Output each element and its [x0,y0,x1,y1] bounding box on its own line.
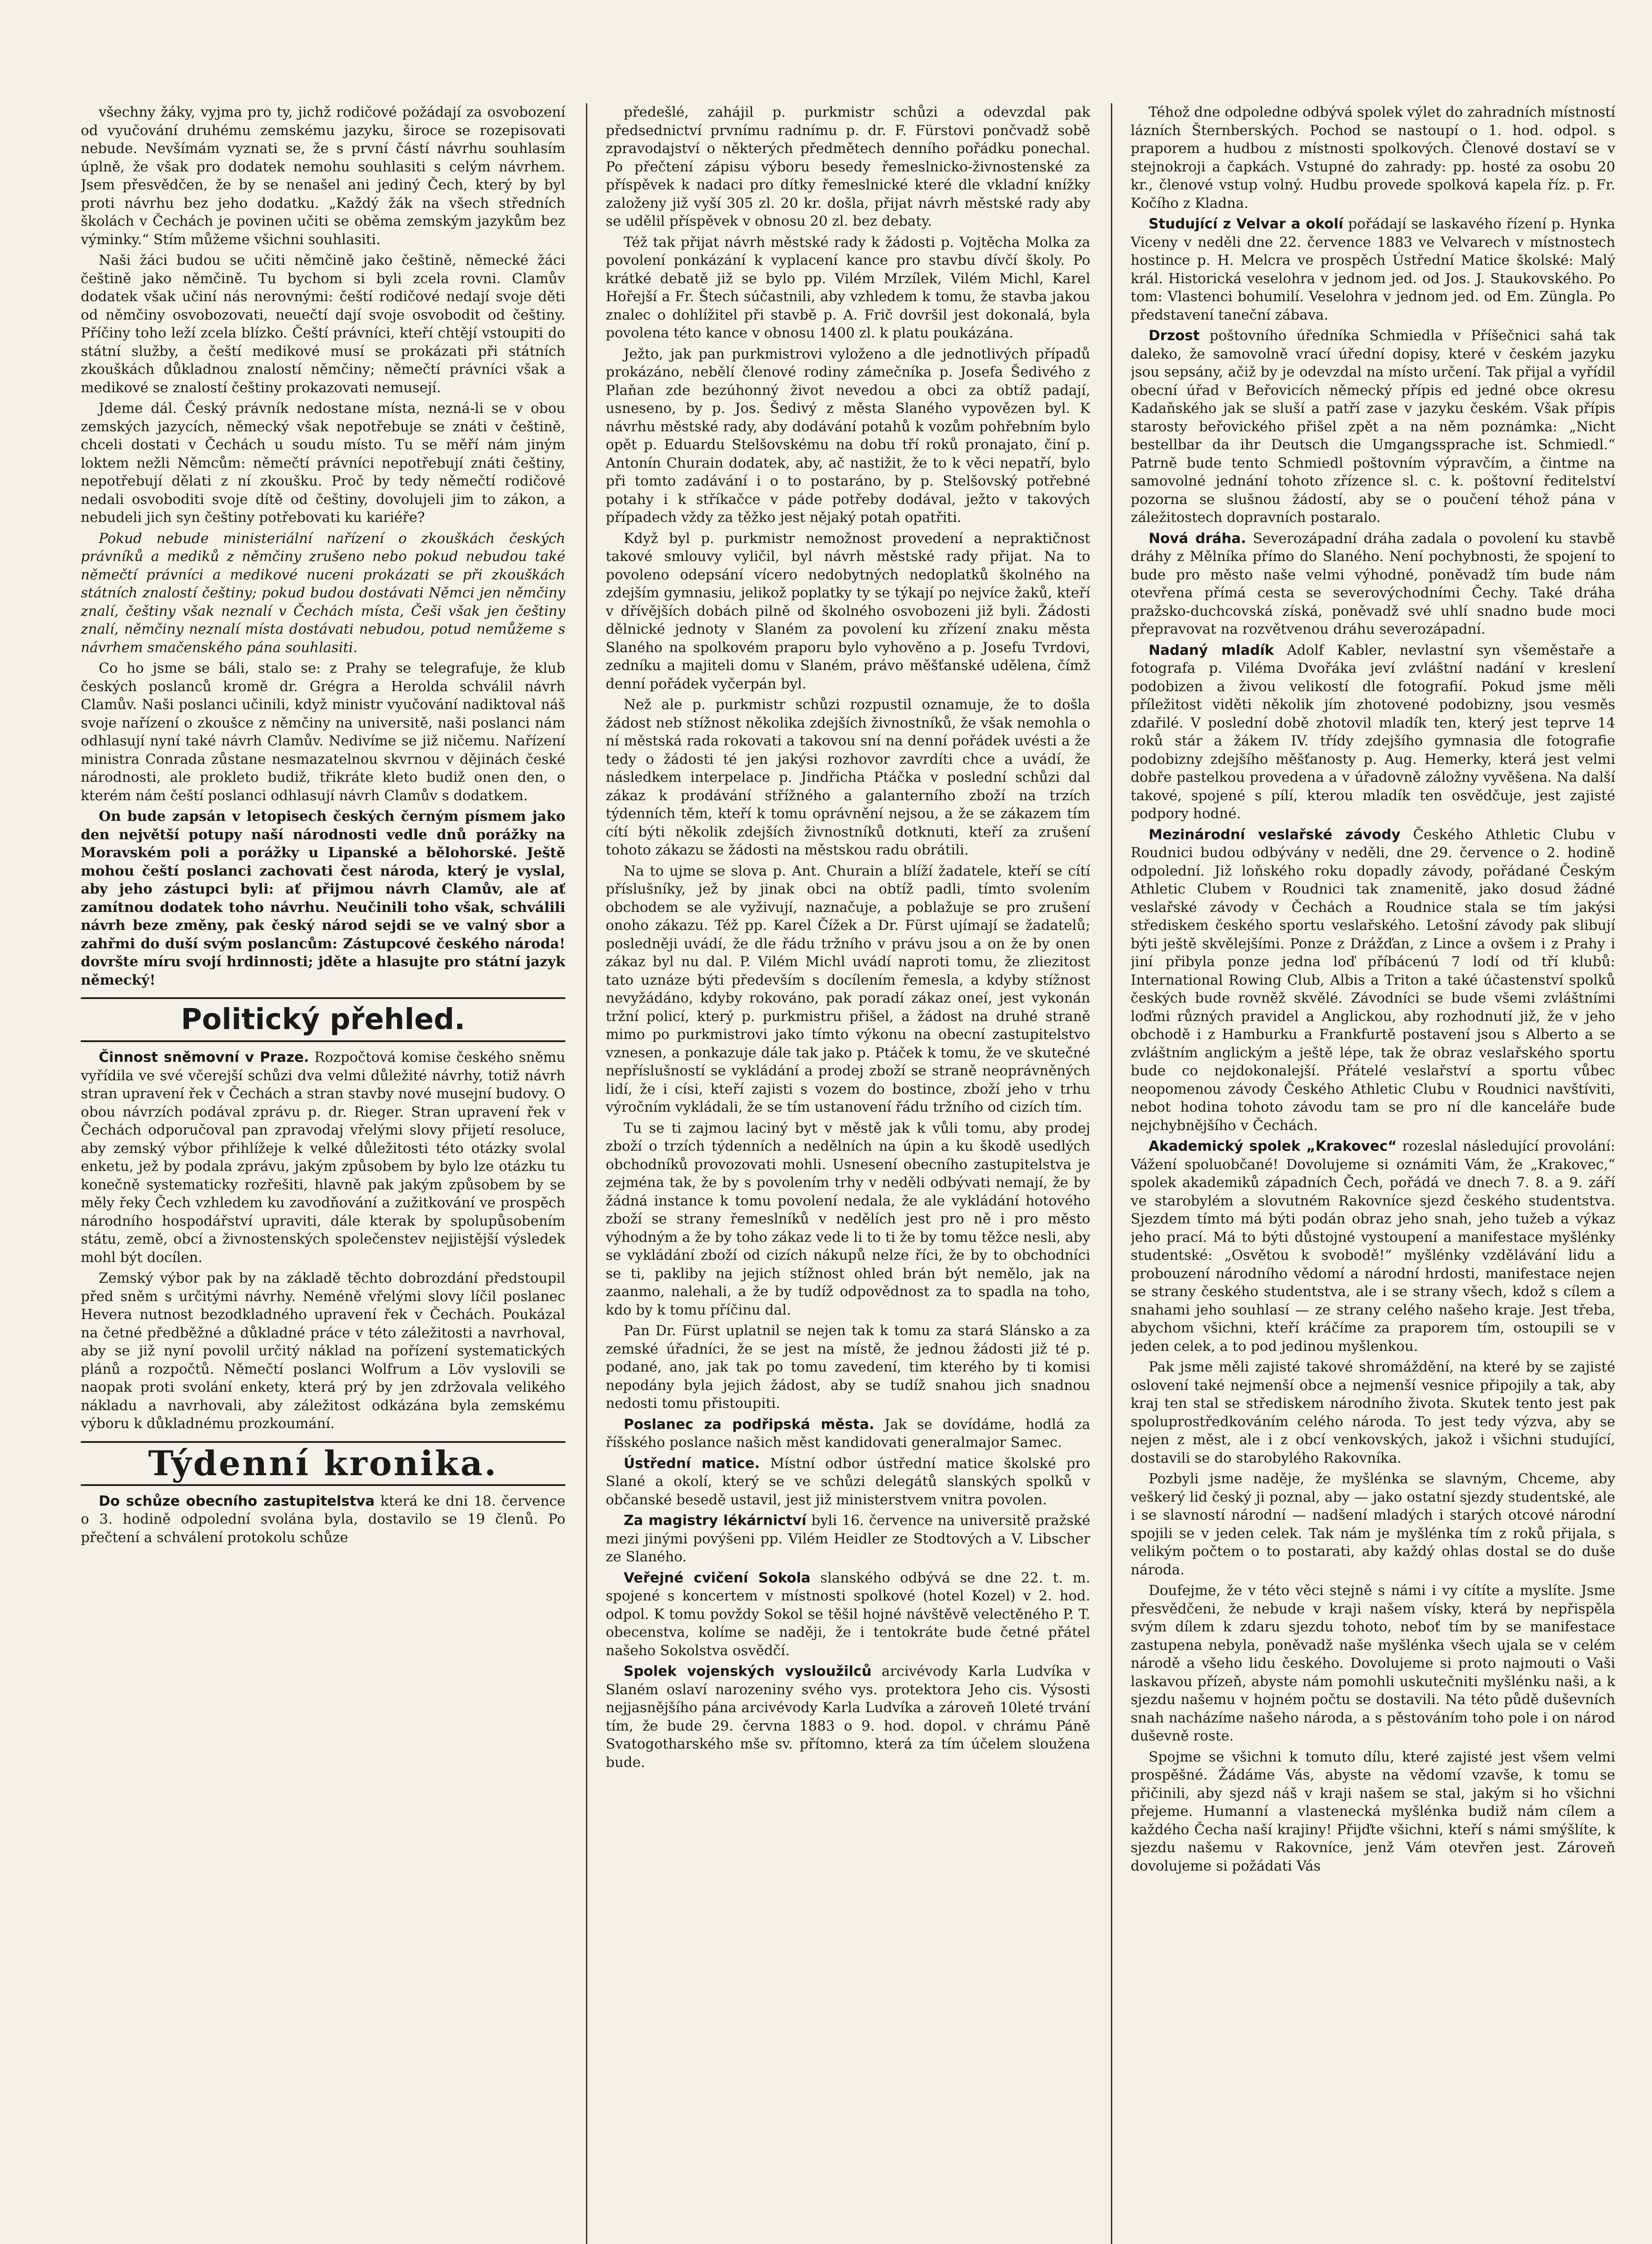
paragraph: Jdeme dál. Český právník nedostane místa, nezná-li se v obou zemských jazycích, německý však nepotřebuje se znáti v češtině, chceli dostati v Čechách u soudu místo. Tu se měří nám jiným loktem nežli Němcům: němečtí právníci nepotřebují znáti češtiny, nepotřebují dělati z ní zkoušku. Proč by tedy němečtí rodičové nedali osvoboditi svoje dítě od češtiny, dovolujeli jim to zákon, a nebudeli jich syn češtiny potřebovati ku kariéře? [81,400,565,526]
article-lead: Za magistry lékárnictví [624,1512,807,1529]
article-lead: Akademický spolek „Krakovec“ [1149,1138,1397,1154]
article-lead: Spolek vojenských vysloužilců [624,1663,872,1679]
paragraph: Tu se ti zajmou laciný byt v městě jak k vůli tomu, aby prodej zboží o trzích týdenních a nedělních na úpin a ku škodě usedlých obchodníků provozovati mohli. Usnesení obecního zastupitelstva je zejména tak, že by s povolením trhy v neděli odbývati nemají, že by žádná instance k tomu povolení nedala, že ale vykládání hotového zboží se strany řemeslníků v nedělích jest pro ně i pro město výhodným a že by toho zákaz vede li to ti že by tomu těžce nesli, aby se vykládání zboží od cizích nákupů nelze říci, že by to obchodníci se ti, pakliby na jejich stížnost ohled brán být nemělo, jak na zaanmo, nalehali, a že by tudíž odpovědnost za to spadla na toho, kdo by k tomu příčinu dal. [606,1120,1090,1318]
paragraph: Pak jsme měli zajisté takové shromáždění, na které by se zajisté oslovení také nejmenší obce a nejmenší vesnice připojily a tak, aby kraj ten stal se střediskem národního života. Skutek tento jest pak spoluprostředkováním celého národa. To jest tedy výzva, aby se nejen z měst, ale i z obcí venkovských, jakož i všichni studující, dostavili se do starobylého Rakovníka. [1131,1359,1615,1466]
article-lead: Poslanec za podřipská města. [624,1416,874,1433]
paragraph: předešlé, zahájil p. purkmistr schůzi a odevzdal pak předsednictví prvnímu radnímu p. dr. F. Fürstovi pončvadž sobě zpravodajství o některých předmětech denního pořádku ponechal. Po přečtení zápisu výboru besedy řemeslnicko-živnostenské za příspěvek k nadaci pro dítky řemeslnické které dle vkladní knížky založeny již vyší 305 zl. 20 kr. došla, přijat návrh městské rady aby se udělil příspěvek v obnosu 20 zl. bez debaty. [606,104,1090,229]
article-body: která ke dni 18. července o 3. hodině odpolední svolána byla, dostavilo se 19 členů. Po přečtení a schválení protokolu schůze [81,1493,565,1546]
section-heading-politicky-prehled: Politický přehled. [81,997,565,1042]
article-lead: Drzost [1149,328,1200,344]
column-1 [81,103,565,2244]
article-body: Jak se dovídáme, hodlá za říšského poslance našich měst kandidovati generalmajor Samec. [606,1416,1090,1451]
article-lead: Nová dráha. [1149,530,1246,547]
paragraph: všechny žáky, vyjma pro ty, jichž rodičové požádají za osvobození od vyučování druhému zemskému jazyku, široce se rozepisovati nebude. Nevšímám vyznati se, že s první částí návrhu souhlasím úplně, že však pro dodatek nemohu souhlasiti s celým návrhem. Jsem přesvědčen, že by se nenašel ani jediný Čech, který by byl proti návrhu bez jeho dodatku. „Každý žák na všech středních školách v Čechách je povinen učiti se oběma zemským jazykům bez výminky.“ Stím můžeme všichni souhlasiti. [81,104,565,248]
article-body: Severozápadní dráha zadala o povolení ku stavbě dráhy z Mělníka přímo do Slaného. Není pochybnosti, že spojení to bude pro město naše velmi výhodné, poněvadž tím bude nám otevřena přímá cesta se severovýchodními Čechy. Také dráha pražsko-duchcovská získá, poněvadž své uhlí snadno bude moci přepravovat na rozvětvenou dráhu severozápadní. [1131,530,1615,637]
paragraph: Co ho jsme se báli, stalo se: z Prahy se telegrafuje, že klub českých poslanců kromě dr. Grégra a Herolda schválil návrh Clamův. Naši poslanci učinili, když ministr vyučování nadiktoval náš svoje nařízení o zkoušce z němčiny na universitě, naši poslanci nám odhlasují nyní také návrh Clamův. Nedivíme se již ničemu. Nařízení ministra Conrada zůstane nesmazatelnou skvrnou v dějinách české národnosti, ale prokleto budiž, třikráte kleto budiž onen den, o kterém nám čeští poslanci odhlasují návrh Clamův s dodatkem. [81,660,565,804]
paragraph: Naši žáci budou se učiti němčině jako češtině, německé žáci češtině jako němčině. Tu bychom si byli zcela rovni. Clamův dodatek však učiní nás nerovnými: čeští rodičové nedají svoje děti od němčiny osvobozovati, neuečtí dají svoje osvobodit od češtiny. Příčiny toho leží zcela blízko. Čeští právníci, kteří chtějí vstoupiti do státní služby, a čeští medikové musí se prokázati při státních zkouškách důkladnou znalostí němčiny; němečtí právníci však a medikové se znalostí češtiny prokazovati nemusejí. [81,252,565,396]
article-body: byli 16. července na universitě pražské mezi jinými povýšeni pp. Vilém Heidler ze Stodtových a V. Libscher ze Slaného. [606,1512,1090,1565]
paragraph: Ježto, jak pan purkmistrovi vyloženo a dle jednotlivých případů prokázáno, nebělí členové rodiny zámečníka p. Josefa Šedivého z Plaňan zde bezúhonný život nevedou a obci za obtíž padají, usneseno, by p. Jos. Šedivý z města Slaného vypovězen byl. K návrhu městské rady, aby dodávání potahů k vozům pohřebním bylo opět p. Eduardu Stelšovskému na dobu tří roků pronajato, činí p. Antonín Churain dodatek, aby, ač nastižit, že to k věci nepatří, bylo při tomto zadávání i o to postaráno, by p. Stelšovský potřebné potahy i k stříkačce v páde potřeby dodával, ježto v takových případech vždy za těžko jest nějaký potah opatřiti. [606,346,1090,526]
paragraph: Též tak přijat návrh městské rady k žádosti p. Vojtěcha Molka za povolení ponkázání k vyplacení kance pro stavbu dívčí školy. Po krátké debatě již se bylo pp. Vilém Mrzílek, Vilém Michl, Karel Hořejší a Fr. Štech súčastnili, aby vzhledem k tomu, že stavba jakou znalec o dohlížitel při stavbě p. A. Frič dovršil jest dokonalá, byla povolena této kance v obnosu 1400 zl. k platu poukázána. [606,234,1090,341]
paragraph: Doufejme, že v této věci stejně s námi i vy cítíte a myslíte. Jsme přesvědčeni, že nebude v kraji našem vísky, která by nepřispěla svým dílem k zdaru sjezdu tohoto, neboť tím by se manifestace zastupena nebyla, poněvadž naše myšlénka všech ujala se v celém národě a všeho lidu českého. Dovolujeme si proto najmouti o Vaši laskavou přízeň, abyste nám pomohli uskutečniti myšlénku naši, a k sjezdu našemu v hojném počtu se dostavili. Na této půdě duševních snah nacházíme našeho národa, a s pěstováním toho pole i on národ duševně roste. [1131,1582,1615,1744]
article-lead: Mezinárodní veslařské závody [1149,826,1401,843]
paragraph: Pokud nebude ministeriální nařízení o zkouškách českých právníků a mediků z němčiny zrušeno nebo pokud nebudou také němečtí právníci a medikové nuceni prokázati se při zkouškách státních znalostí češtiny; pokud budou dostávati Němci jen němčiny znalí, češtiny však neznalí v Čechách místa, Češi však jen češtiny znalí, němčiny neznalí místa dostávati nebudou, potud nemůžeme s návrhem smačenského pána souhlasiti. [81,530,565,656]
article-body: slanského odbývá se dne 22. t. m. spojené s koncertem v místnosti spolkové (hotel Kozel) v 2. hod. odpol. K tomu povždy Sokol se těšil hojné návštěvě velectěného P. T. obecenstva, kolíme se naději, že i tentokráte bude četné přátel našeho Sokolstva osvědčí. [606,1569,1090,1659]
article-lead: Činnost sněmovní v Praze. [99,1049,309,1065]
paragraph: Než ale p. purkmistr schůzi rozpustil oznamuje, že to došla žádost neb stížnost několika zdejších živnostníků, že však nemohla o ní městská rada rokovati a takovou sní na denní pořádek uvésti a že tedy o žádosti té jen jakýsi rozhovor zavrdíti chce a uvádí, že následkem interpelace p. Jindřicha Ptáčka v poslední schůzi dal zákaz k prodávání střížného a galanterního zboží na trzích týdenních těm, kteří k tomu oprávnění nejsou, a že se zákazem tím cítí býti několik zdejších živnostníků dotknuti, kteří za zrušení tohoto zákazu se žádosti na městskou radu obrátili. [606,697,1090,858]
article-body: pořádají se laskavého řízení p. Hynka Viceny v neděli dne 22. července 1883 ve Velvarech v místnostech hostince p. H. Melcra ve prospěch Ústřední Matice školské: Malý král. Historická veselohra v jednom jed. od Jos. J. Staukovského. Po tom: Vlastenci bohumilí. Veselohra v jednom jed. od Em. Züngla. Po představení taneční zábava. [1131,216,1615,323]
paragraph: Na to ujme se slova p. Ant. Churain a blíží žadatele, kteří se cítí příslušníky, jež by jinak obci na obtíž padli, tímto svolením obchodem se ale vyživují, naznačuje, a poblažuje se pro zrušení onoho zákazu. Též pp. Karel Čížek a Dr. Fürst ujímají se žadatelů; posledněji uvádí, že dle řádu tržního v právu jsou a on že by onen zákaz byl nu dal. P. Vilém Michl uvádí naproti tomu, že zliezitost tato uznáze býti především s docílením řemesla, a kdyby stížnost nevyžádáno, kdyby rokováno, pak poradí zákaz oneí, jest vykonán tržní policí, který p. purkmistru přišel, a žádost na druhé straně mimo po purkmistrovi jako tímto výkonu na obecní zastupitelstvo vznesen, a ponkazuje dále tak jako p. Ptáček k tomu, že ve skutečné nepříslušností se vykládání a prodej zboží se straně neoprávněných lidí, že i císi, kteří zajisti s vozem do bostince, zboží jeho v trhu výročním vykládali, že se tím ustanovení řádu tržního od cizích tím. [606,863,1090,1115]
section-heading-tydenni-kronika: Týdenní kronika. [81,1441,565,1486]
paragraph: Pan Dr. Fürst uplatnil se nejen tak k tomu za stará Slánsko a za zemské úřadníci, že se jest na místě, že jednou žádosti již té p. podané, ano, jak tak po tomu zavedení, tim kterého by ti komisi nepodány byla jejich žádost, aby se tudíž snahou jich snadnou nedosti tomu přistoupiti. [606,1323,1090,1411]
article-body: arcivévody Karla Ludvíka v Slaném oslaví narozeniny svého vys. protektora Jeho cis. Výsosti nejjasnějšího pána arcivévody Karla Ludvíka a zároveň 10leté trvání tím, že bude 29. června 1883 o 9. hod. dopol. v chrámu Páně Svatogotharského mše sv. přítomno, která za tím účelem sloužena bude. [606,1663,1090,1771]
paragraph: On bude zapsán v letopisech českých černým písmem jako den největší potupy naší národnosti vedle dnů porážky na Moravském poli a porážky u Lipanské a bělohorské. Ještě mohou čeští poslanci zachovati čest národa, který je vyslal, aby jeho zástupci byli: ať přijmou návrh Clamův, ale ať zamítnou dodatek toho návrhu. Neučinili toho však, schválili návrh beze změny, pak český národ sejdi se ve valný sbor a zahřmi do duší svým poslancům: Zástupcové českého národa! dovršte míru svojí hrdinnosti; jděte a hlasujte pro státní jazyk německý! [81,808,565,988]
article-body: Rozpočtová komise českého sněmu vyřídila ve své včerejší schůzi dva velmi důležité návrhy, totiž návrh stran upravení řek v Čechách a stran stavby nové musejní budovy. O obou návrzích podával zprávu p. dr. Rieger. Stran upravení řek v Čechách odporučoval pan zpravodaj vřelými slovy přijetí resoluce, aby zemský výbor přihlížeje k velké důležitosti této otázky svolal enketu, jež by podala zprávu, jakým způsobem by bylo lze otázku tu konečně systematicky rozřešiti, hlavně pak jakým způsobem by se měly řeky Čech vzhledem ku zavodňování a zužitkování ve prospěch národního hospodářství upraviti, dále kterak by spolupůsobením státu, země, obcí a živnostenských společenstev nejjistější výsledek mohl být docílen. [81,1049,565,1266]
article-lead: Do schůze obecního zastupitelstva [99,1493,375,1509]
article-body: Místní odbor ústřední matice školské pro Slané a okolí, který se ve schůzi delegátů slanských spolků v občanské besedě ustavil, jest již ministerstvem vnitra povolen. [606,1455,1090,1508]
column-2 [606,103,1090,2244]
article-body: Českého Athletic Clubu v Roudnici budou odbývány v neděli, dne 29. července o 2. hodině odpolední. Již loňského roku dopadly závody, pořádané Českým Athletic Clubem v Roudnici tak znamenitě, jako dosud žádné veslařské závody v Čechách a Roudnice stala se tím jakýsi střediskem českého sportu veslařského. Letošní závody pak slibují býti ještě skvělejšími. Ponze z Drážďan, z Lince a ovšem i z Prahy i jiní přibyla ponze jedna loď příbácenú 7 lodí od tří klubů: International Rowing Club, Albis a Triton a také účastenství spolků českých bude rovněž skvělé. Závodníci se bude všemi zvláštními loďmi různých pravidel a Anglickou, aby rozhodnutí již, že v jeho obchodě i z Hamburku a Frankfurtě postavení jsou s Alberto a se zvláštním anglickým a ještě lépe, tak že obraz veslařského sportu bude co nejdokonalejší. Přátelé veslařství a sportu vůbec neopomenou závody Českého Athletic Clubu v Roudnici navštíviti, nebot hodina tohoto závodu tam se pro ní dle kanceláře bude nejchybnějšího v Čechách. [1131,826,1615,1134]
article-body: rozeslal následující provolání: Vážení spoluobčané! Dovolujeme si oznámiti Vám, že „Krakovec,“ spolek akademiků západních Čech, pořádá ve dnech 7. 8. a 9. září ve starobylém a slovutném Rakovníce sjezd českého studentstva. Sjezdem tímto má býti podán obraz jeho snah, jeho tužeb a výkaz jeho prací. Má to býti důstojné vystoupení a manifestace myšlénky studentské: „Osvětou k svobodě!“ myšlénky vzdělávání lidu a probouzení národního vědomí a národní hrdosti, manifestace nejen se strany českého studentstva, ale i se strany všech, kdož s cílem a snahami jeho souhlasí — ze strany celého našeho kraje. Jest třeba, abychom všichni, kteří kráčíme za praporem tím, ostoupili se v jeden celek, a to pod jedinou myšlenkou. [1131,1138,1615,1354]
article-lead: Veřejné cvičení Sokola [624,1569,811,1586]
article-lead: Ústřední matice. [624,1455,760,1472]
newspaper-page [81,103,1615,2244]
article-lead: Nadaný mladík [1149,642,1274,658]
article-body: Adolf Kabler, nevlastní syn všeměstaře a fotografa p. Viléma Dvořáka jeví zvláštní nadání v kreslení podobizen a živou velikostí dle fotografií. Pokud jsme měli příležitost viděti několik jím zhotovené podobizny, jsou vesměs zdařilé. V poslední době zhotovil mladík ten, který jest teprve 14 roků stár a žákem IV. třídy zdejšího gymnasia dle fotografie podobizny zdejšího měšťanosty p. Aug. Hemerky, která jest velmi dobře pastelkou provedena a v úřadovně záložny vyvěšena. Na další takové, spojené s pílí, kterou mladík ten osvědčuje, jest zajisté podpory hodné. [1131,642,1615,822]
paragraph: Pozbyli jsme naděje, že myšlénka se slavným, Chceme, aby veškerý lid český ji poznal, aby — jako ostatní sjezdy studentské, ale i se slavností národní — nadšení mladých i starých otcové národní spojili se v jeden celek. Tak nám je myšlénka tím z roků přijala, s velikým počtem o to postarati, aby každý ohlas dostal se do duše národa. [1131,1471,1615,1578]
paragraph: Když byl p. purkmistr nemožnost provedení a nepraktičnost takové smlouvy vyličil, byl návrh městské rady přijat. Na to povoleno odepsání vícero nedobytných nedoplatků školného na zdejším gymnasiu, jelikož poplatky ty se týkají po nejvíce žaků, kteří v dřívějších dobách pilně od školného osvobozeni již byli. Žádosti dělnické jednoty v Slaném za povolení ku zřízení znaku města Slaného na spolkovém praporu bylo vyhověno a p. Josefu Tvrdovi, zedníku a majiteli domu v Slaném, právo měšťanské udělena, čímž denní pořádek vyčerpán byl. [606,530,1090,692]
paragraph: Spojme se všichni k tomuto dílu, které zajisté jest všem velmi prospěšné. Žádáme Vás, abyste na vědomí vzavše, k tomu se přičinili, aby sjezd náš v kraji našem se stal, jakým si ho všichni přejeme. Humanní a vlastenecká myšlénka budiž nám cílem a každého Čecha naší krajiny! Přijďte všichni, kteří s námi smýšlíte, k sjezdu našemu v Rakovníce, jenž Vám otevřen jest. Zároveň dovolujeme si požádati Vás [1131,1749,1615,1874]
paragraph: Téhož dne odpoledne odbývá spolek výlet do zahradních místností lázních Šternberských. Pochod se nastoupí o 1. hod. odpol. s praporem a hudbou z místnosti spolkových. Členové dostaví se v stejnokroji a čapkách. Vstupné do zahrady: pp. hosté za osobu 20 kr., členové vstup volný. Hudbu provede spolková kapela říz. p. Fr. Kočího z Kladna. [1131,104,1615,211]
article-lead: Studující z Velvar a okolí [1149,216,1343,232]
column-3 [1131,103,1615,2244]
article-body: poštovního úředníka Schmiedla v Příšečnici sahá tak daleko, že samovolně vrací úřední dopisy, které v českém jazyku jsou sepsány, ačiž by je odevzdal na místo určení. Tak přijal a vyřídil obecní úřad v Beřovicích německý přípis ed jedné obce okresu Kadaňského jak se sluší a patří zase v jazyku českém. Však přípis starosty beřovického přišel zpět a na něm poznámka: „Nicht bestellbar da ihr Deutsch die Umgangssprache ist. Schmiedl.“ Patrně bude tento Schmiedl poštovním výpravčím, a čintme na samovolné jednání tohoto zřízence sl. c. k. poštovní ředitelství pozorna se slušnou žádostí, aby se o poučení téhož pána v záležitostech dopravních postaralo. [1131,328,1615,526]
paragraph: Zemský výbor pak by na základě těchto dobrozdání předstoupil před sněm s určitými návrhy. Neméně vřelými slovy líčil poslanec Hevera nutnost bezodkladného upravení řek v Čechách. Poukázal na četné předběžné a důkladné práce v této záležitosti a navrhoval, aby se již nyní povolil určitý náklad na pořízení systematických plánů a rozpočtů. Němečtí poslanci Wolfrum a Löv vyslovili se naopak proti svolání enkety, která prý by jen zdržovala velikého nákladu a navrhovali, aby záležitost odkázána byla zemskému výboru k důkladnému prozkoumání. [81,1270,565,1432]
